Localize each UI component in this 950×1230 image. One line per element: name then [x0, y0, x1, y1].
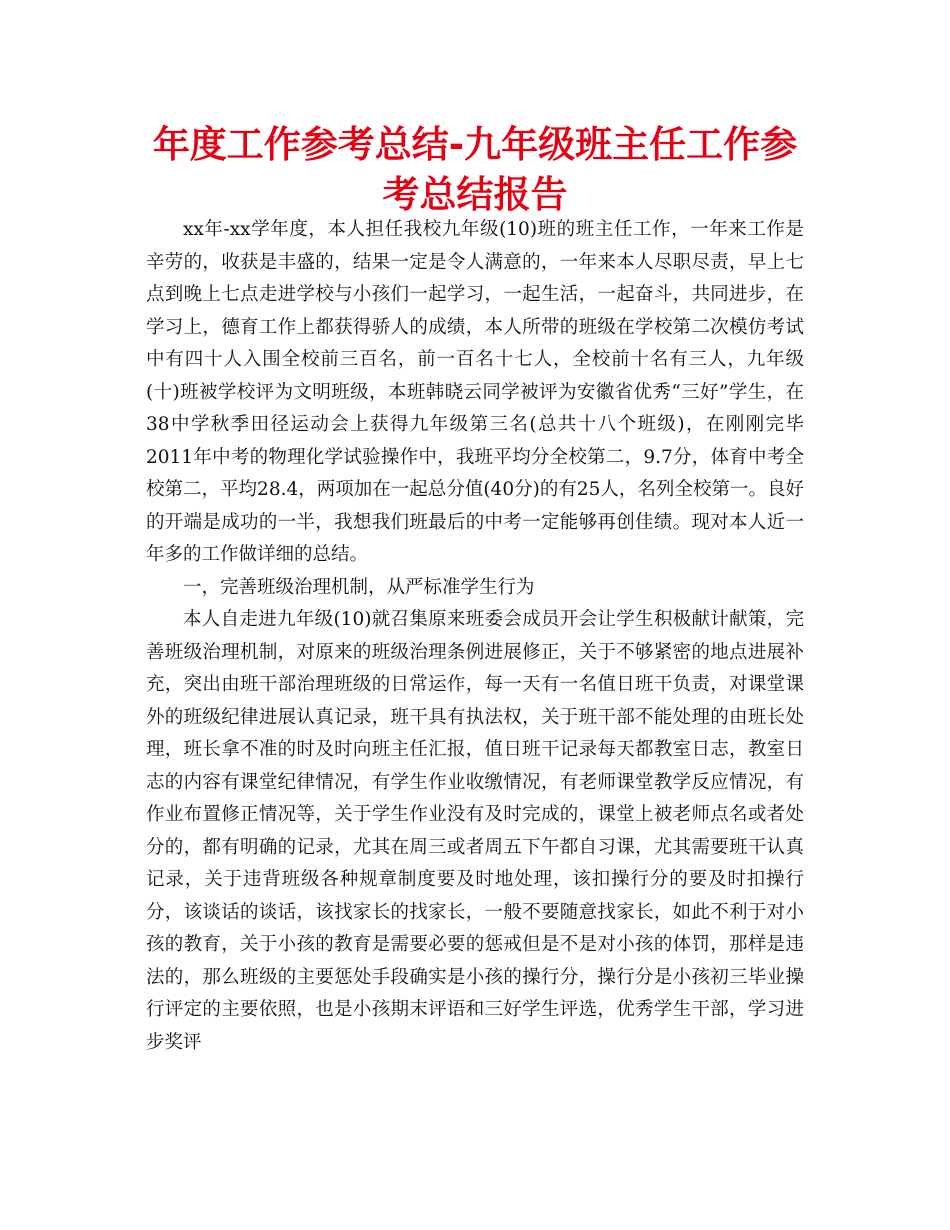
document-body	[146, 214, 804, 1059]
section-heading-1: 一，完善班级治理机制，从严标准学生行为	[183, 576, 535, 598]
paragraph-intro: xx年-xx学年度，本人担任我校九年级(10)班的班主任工作，一年来工作是辛劳的，收获是丰盛的，结果一定是令人满意的，一年来本人尽职尽责，早上七点到晚上七点走进学校与小孩们一起学习，一起生活，一起奋斗，共同进步，在学习上，德育工作上都获得骄人的成绩，本人所带的班级在学校第二次模仿考试中有四十人入围全校前三百名，前一百名十七人，全校前十名有三人，九年级(十)班被学校评为文明班级，本班韩晓云同学被评为安徽省优秀“三好”学生，在38中学秋季田径运动会上获得九年级第三名(总共十八个班级)，在刚刚完毕2011年中考的物理化学试验操作中，我班平均分全校第二，9.7分，体育中考全校第二，平均28.4，两项加在一起总分值(40分)的有25人，名列全校第一。良好的开端是成功的一半，我想我们班最后的中考一定能够再创佳绩。现对本人近一年多的工作做详细的总结。	[146, 219, 804, 565]
paragraph-section-1: 本人自走进九年级(10)就召集原来班委会成员开会让学生积极献计献策，完善班级治理机制，对原来的班级治理条例进展修正，关于不够紧密的地点进展补充，突出由班干部治理班级的日常运作，每一天有一名值日班干负责，对课堂课外的班级纪律进展认真记录，班干具有执法权，关于班干部不能处理的由班长处理，班长拿不准的时及时向班主任汇报，值日班干记录每天都教室日志，教室日志的内容有课堂纪律情况，有学生作业收缴情况，有老师课堂教学反应情况，有作业布置修正情况等，关于学生作业没有及时完成的，课堂上被老师点名或者处分的，都有明确的记录，尤其在周三或者周五下午都自习课，尤其需要班干认真记录，关于违背班级各种规章制度要及时地处理，该扣操行分的要及时扣操行分，该谈话的谈话，该找家长的找家长，一般不要随意找家长，如此不利于对小孩的教育，关于小孩的教育是需要必要的惩戒但是不是对小孩的体罚，那样是违法的，那么班级的主要惩处手段确实是小孩的操行分，操行分是小孩初三毕业操行评定的主要依照，也是小孩期末评语和三好学生评选，优秀学生干部，学习进步奖评	[146, 609, 804, 1053]
document-title: 年度工作参考总结-九年级班主任工作参考总结报告	[152, 123, 798, 216]
